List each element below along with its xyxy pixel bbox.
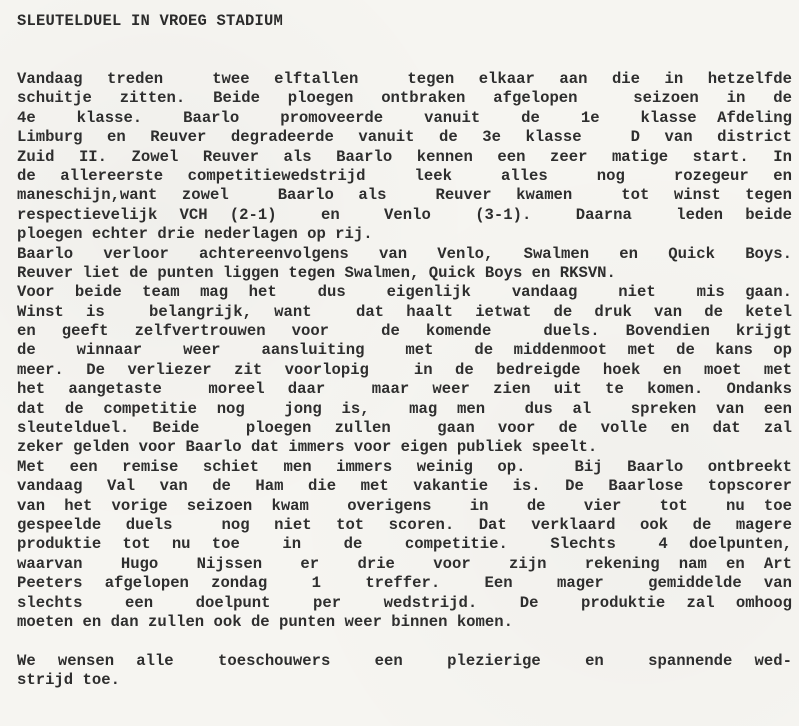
- closing-line: strijd toe.: [17, 671, 120, 690]
- body-line: slechts een doelpunt per wedstrijd. De produktie zal omhoog: [17, 593, 792, 612]
- body-line: de winnaar weer aansluiting met de middenmoot met de kans op: [17, 341, 792, 360]
- body-line: schuitje zitten. Beide ploegen ontbraken afgelopen seizoen in de: [17, 89, 792, 108]
- body-line: gespeelde duels nog niet tot scoren. Dat verklaard ook de magere: [17, 515, 792, 534]
- body-line: zeker gelden voor Baarlo dat immers voor eigen publiek speelt.: [17, 438, 598, 457]
- body-line: Vandaag treden twee elftallen tegen elkaar aan die in hetzelfde: [17, 70, 792, 88]
- body-line: van het vorige seizoen kwam overigens in de vier tot nu toe: [17, 496, 792, 515]
- article-body: [17, 70, 792, 691]
- body-line: Zuid II. Zowel Reuver als Baarlo kennen een zeer matige start. In: [17, 147, 792, 166]
- body-line: Met een remise schiet men immers weinig op. Bij Baarlo ontbreekt: [17, 457, 792, 476]
- body-line: waarvan Hugo Nijssen er drie voor zijn rekening nam en Art: [17, 554, 792, 573]
- body-line: moeten en dan zullen ook de punten weer binnen komen.: [17, 612, 513, 631]
- paragraph-gap: [17, 632, 792, 651]
- body-line: produktie tot nu toe in de competitie. Slechts 4 doelpunten,: [17, 535, 792, 554]
- body-line: sleutelduel. Beide ploegen zullen gaan voor de volle en dat zal: [17, 419, 792, 438]
- body-line: vandaag Val van de Ham die met vakantie is. De Baarlose topscorer: [17, 477, 792, 496]
- body-line: en geeft zelfvertrouwen voor de komende duels. Bovendien krijgt: [17, 322, 792, 341]
- body-line: ploegen echter drie nederlagen op rij.: [17, 225, 373, 244]
- article-title: SLEUTELDUEL IN VROEG STADIUM: [17, 12, 284, 30]
- body-line: Winst is belangrijk, want dat haalt ietwat de druk van de ketel: [17, 302, 792, 321]
- body-line: Voor beide team mag het dus eigenlijk vandaag niet mis gaan.: [17, 283, 792, 302]
- body-line: Reuver liet de punten liggen tegen Swalmen, Quick Boys en RKSVN.: [17, 263, 616, 282]
- body-line: respectievelijk VCH (2-1) en Venlo (3-1). Daarna leden beide: [17, 205, 792, 224]
- body-line: de allereerste competitiewedstrijd leek alles nog rozegeur en: [17, 166, 792, 185]
- body-line: Baarlo verloor achtereenvolgens van Venlo, Swalmen en Quick Boys.: [17, 244, 792, 263]
- body-line: maneschijn,want zowel Baarlo als Reuver kwamen tot winst tegen: [17, 186, 792, 205]
- closing-line: We wensen alle toeschouwers een plezierige en spannende wed-: [17, 651, 792, 670]
- body-line: Limburg en Reuver degradeerde vanuit de 3e klasse D van district: [17, 128, 792, 147]
- body-line: dat de competitie nog jong is, mag men dus al spreken van een: [17, 399, 792, 418]
- body-line: meer. De verliezer zit voorlopig in de bedreigde hoek en moet met: [17, 360, 792, 379]
- body-line: Peeters afgelopen zondag 1 treffer. Een mager gemiddelde van: [17, 574, 792, 593]
- body-line: 4e klasse. Baarlo promoveerde vanuit de 1e klasse Afdeling: [17, 108, 792, 127]
- body-line: het aangetaste moreel daar maar weer zien uit te komen. Ondanks: [17, 380, 792, 399]
